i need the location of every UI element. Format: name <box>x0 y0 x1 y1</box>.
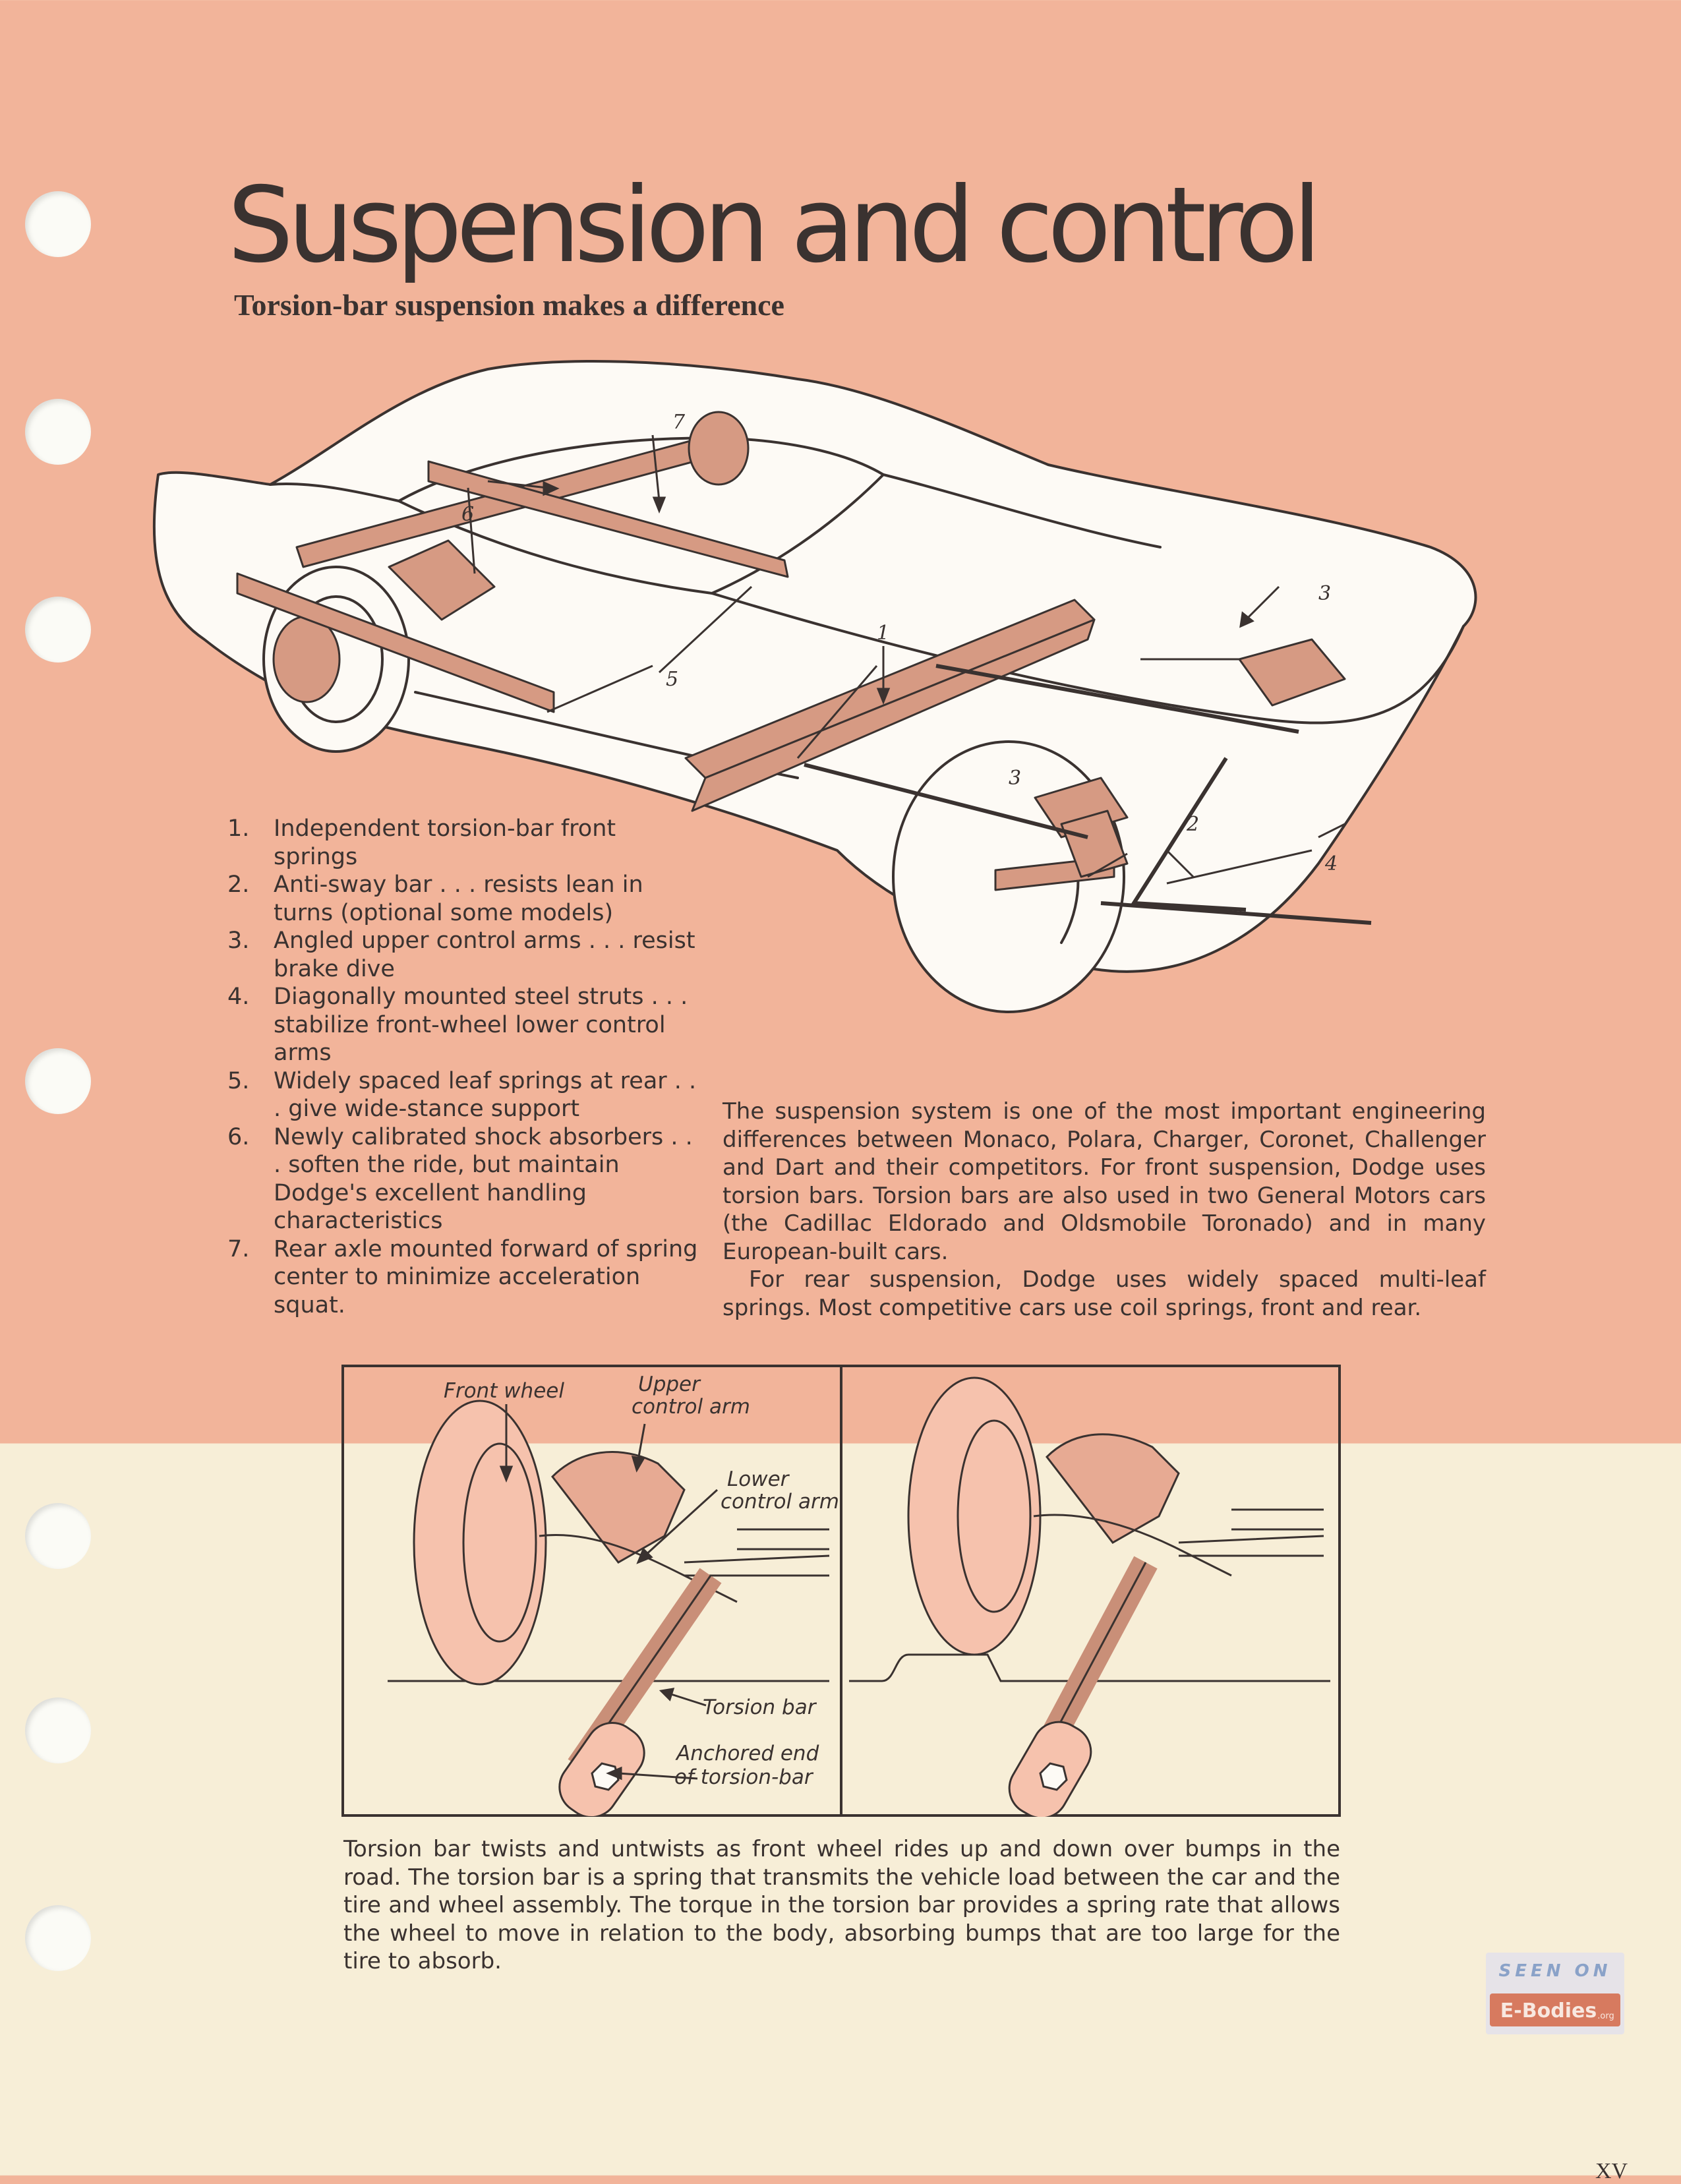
badge-line1: SEEN ON <box>1498 1961 1612 1981</box>
binder-hole <box>25 399 91 465</box>
label-torsion-bar: Torsion bar <box>703 1696 816 1719</box>
page-number: XV <box>1595 2159 1628 2183</box>
callout-3b: 3 <box>1009 767 1022 790</box>
list-item: 6. Newly calibrated shock absorbers . . . soften the ride, but maintain Dodge's excellent handling characteristics <box>227 1123 693 1234</box>
label-front-wheel: Front wheel <box>444 1379 564 1403</box>
list-item: 4. Diagonally mounted steel struts . . . stabilize front-wheel lower control arms <box>227 984 688 1066</box>
list-item: 2. Anti-sway bar . . . resists lean in turns (optional some models) <box>227 871 643 926</box>
label-lower-arm-1: Lower <box>727 1467 789 1491</box>
badge-suffix: .org <box>1597 2011 1614 2021</box>
binder-hole <box>25 1905 91 1971</box>
label-anchored-2: of torsion-bar <box>674 1765 813 1789</box>
callout-2: 2 <box>1187 813 1200 836</box>
torsion-bar-diagram <box>341 1365 1341 1817</box>
list-item: 7. Rear axle mounted forward of spring center to minimize acceleration squat. <box>227 1235 698 1318</box>
list-item: 3. Angled upper control arms . . . resist brake dive <box>227 928 695 982</box>
list-item: 1. Independent torsion-bar front springs <box>227 815 616 870</box>
badge-line2: E-Bodies <box>1500 1999 1597 2022</box>
binder-hole <box>25 1503 91 1569</box>
label-lower-arm-2: control arm <box>721 1490 839 1514</box>
binder-hole <box>25 1697 91 1763</box>
callout-5: 5 <box>666 668 679 691</box>
label-anchored-1: Anchored end <box>676 1742 819 1765</box>
body-paragraph: The suspension system is one of the most important engineering differences between Monaco, Polara, Charger, Coronet, Challenger and Dart and their competitors. For front suspension, Dodge uses torsion bars. Torsion bars are also used in two General Motors cars (the Cadillac Eldorado and Oldsmobile Toronado) and in many European-built cars. <box>723 1098 1486 1265</box>
callout-7: 7 <box>672 411 686 434</box>
binder-hole <box>25 597 91 663</box>
seen-on-badge <box>1486 1953 1624 2034</box>
callout-1: 1 <box>877 622 890 645</box>
callout-6: 6 <box>461 503 475 526</box>
body-paragraph: For rear suspension, Dodge uses widely spaced multi-leaf springs. Most competitive cars use coil springs, front and rear. <box>723 1266 1486 1321</box>
callout-4: 4 <box>1325 852 1338 875</box>
label-upper-arm-1: Upper <box>638 1372 700 1396</box>
binder-hole <box>25 1048 91 1114</box>
list-item: 5. Widely spaced leaf springs at rear . . . give wide-stance support <box>227 1067 697 1122</box>
page-title: Suspension and control <box>227 165 1316 286</box>
diagram-caption: Torsion bar twists and untwists as front wheel rides up and down over bumps in the road. The torsion bar is a spring that transmits the vehicle load between the car and the tire and wheel assembly. The torque in the torsion bar provides a spring rate that allows the wheel to move in relation to the body, absorbing bumps that are too large for the tire to absorb. <box>343 1836 1340 1974</box>
page-subtitle: Torsion-bar suspension makes a difference <box>234 288 784 322</box>
label-upper-arm-2: control arm <box>632 1395 750 1419</box>
body-text <box>723 1098 1486 1322</box>
binder-hole <box>25 191 91 257</box>
feature-list <box>227 815 702 1319</box>
callout-3: 3 <box>1318 582 1332 605</box>
